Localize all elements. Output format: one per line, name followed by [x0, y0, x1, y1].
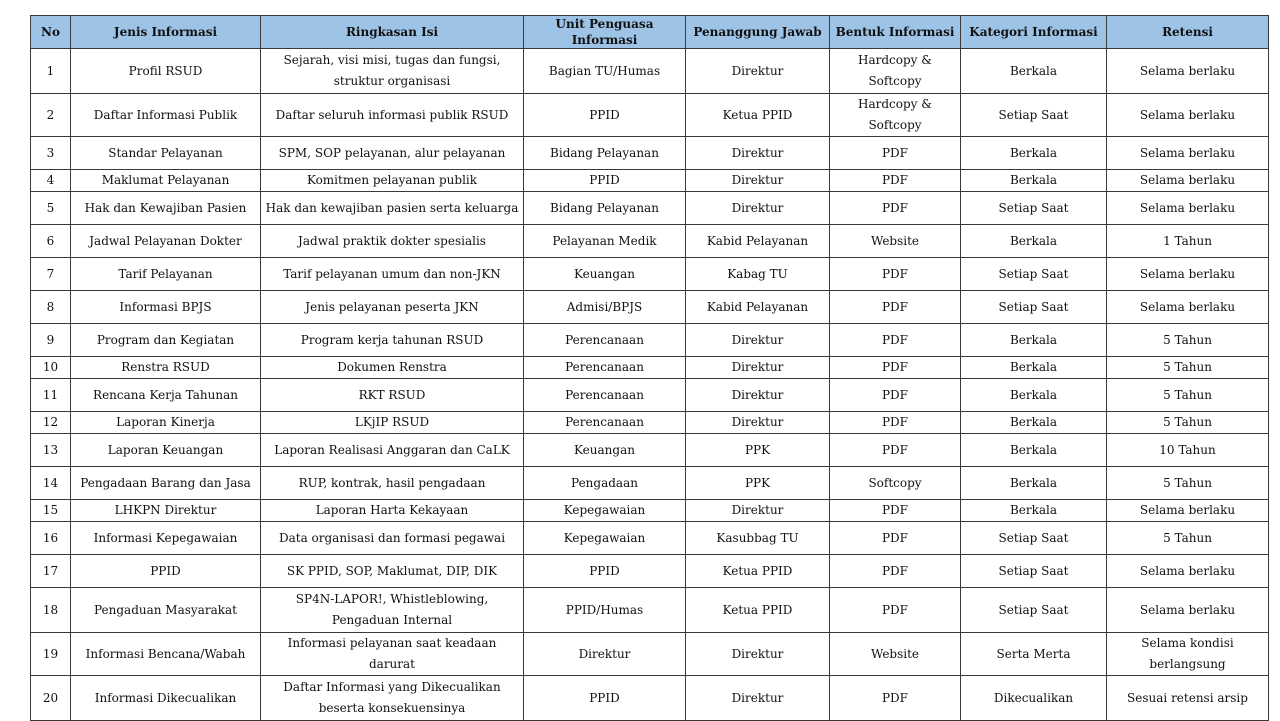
row-penanggung-cell: Direktur — [686, 500, 830, 522]
row-retensi-cell: Sesuai retensi arsip — [1107, 676, 1269, 721]
header-retensi: Retensi — [1107, 16, 1269, 49]
row-retensi-cell: 5 Tahun — [1107, 412, 1269, 434]
row-retensi-cell: Selama berlaku — [1107, 500, 1269, 522]
row-bentuk-cell: PDF — [830, 434, 961, 467]
header-jenis-informasi: Jenis Informasi — [71, 16, 261, 49]
row-retensi-cell: 5 Tahun — [1107, 379, 1269, 412]
row-penanggung-cell: Direktur — [686, 170, 830, 192]
row-kategori-cell: Berkala — [961, 49, 1107, 94]
row-jenis-cell: Tarif Pelayanan — [71, 258, 261, 291]
row-ringkasan-cell: Jenis pelayanan peserta JKN — [261, 291, 524, 324]
row-penanggung-cell: Kabid Pelayanan — [686, 291, 830, 324]
row-retensi-cell: Selama berlaku — [1107, 94, 1269, 137]
row-penanggung-cell: Kabag TU — [686, 258, 830, 291]
row-jenis-cell: Jadwal Pelayanan Dokter — [71, 225, 261, 258]
row-unit-cell: Pelayanan Medik — [524, 225, 686, 258]
row-ringkasan-cell: Data organisasi dan formasi pegawai — [261, 522, 524, 555]
row-penanggung-cell: Direktur — [686, 49, 830, 94]
row-jenis-cell: Informasi Dikecualikan — [71, 676, 261, 721]
header-penanggung-jawab: Penanggung Jawab — [686, 16, 830, 49]
table-row — [31, 522, 1269, 555]
row-penanggung-cell: Direktur — [686, 357, 830, 379]
row-bentuk-cell: PDF — [830, 137, 961, 170]
row-kategori-cell: Berkala — [961, 324, 1107, 357]
row-retensi-cell: 5 Tahun — [1107, 522, 1269, 555]
row-unit-cell: PPID — [524, 555, 686, 588]
row-no-cell: 7 — [31, 258, 71, 291]
row-bentuk-cell: Softcopy — [830, 467, 961, 500]
row-penanggung-cell: Direktur — [686, 412, 830, 434]
row-no-cell: 20 — [31, 676, 71, 721]
row-jenis-cell: Profil RSUD — [71, 49, 261, 94]
row-ringkasan-cell: Program kerja tahunan RSUD — [261, 324, 524, 357]
row-jenis-cell: PPID — [71, 555, 261, 588]
row-no-cell: 15 — [31, 500, 71, 522]
row-kategori-cell: Berkala — [961, 500, 1107, 522]
row-no-cell: 13 — [31, 434, 71, 467]
table-body — [31, 49, 1269, 721]
header-ringkasan-isi: Ringkasan Isi — [261, 16, 524, 49]
row-retensi-cell: 10 Tahun — [1107, 434, 1269, 467]
row-penanggung-cell: Direktur — [686, 192, 830, 225]
row-no-cell: 8 — [31, 291, 71, 324]
row-bentuk-cell: PDF — [830, 170, 961, 192]
row-bentuk-cell: Website — [830, 225, 961, 258]
row-unit-cell: PPID — [524, 170, 686, 192]
row-retensi-cell: Selama berlaku — [1107, 555, 1269, 588]
row-bentuk-cell: PDF — [830, 588, 961, 633]
row-unit-cell: Perencanaan — [524, 357, 686, 379]
row-kategori-cell: Setiap Saat — [961, 258, 1107, 291]
row-unit-cell: Pengadaan — [524, 467, 686, 500]
row-bentuk-cell: PDF — [830, 522, 961, 555]
row-ringkasan-cell: Sejarah, visi misi, tugas dan fungsi, struktur organisasi — [261, 49, 524, 94]
row-kategori-cell: Berkala — [961, 467, 1107, 500]
row-penanggung-cell: Ketua PPID — [686, 94, 830, 137]
row-retensi-cell: Selama berlaku — [1107, 49, 1269, 94]
row-no-cell: 4 — [31, 170, 71, 192]
header-unit-penguasa: Unit Penguasa Informasi — [524, 16, 686, 49]
table-row — [31, 555, 1269, 588]
row-bentuk-cell: Hardcopy & Softcopy — [830, 94, 961, 137]
row-jenis-cell: Informasi Bencana/Wabah — [71, 633, 261, 676]
row-penanggung-cell: PPK — [686, 434, 830, 467]
header-kategori-informasi: Kategori Informasi — [961, 16, 1107, 49]
row-jenis-cell: LHKPN Direktur — [71, 500, 261, 522]
row-retensi-cell: 1 Tahun — [1107, 225, 1269, 258]
row-jenis-cell: Pengaduan Masyarakat — [71, 588, 261, 633]
row-bentuk-cell: Website — [830, 633, 961, 676]
row-bentuk-cell: PDF — [830, 676, 961, 721]
table-row — [31, 357, 1269, 379]
table-row — [31, 676, 1269, 721]
row-kategori-cell: Setiap Saat — [961, 522, 1107, 555]
row-bentuk-cell: PDF — [830, 324, 961, 357]
row-unit-cell: Perencanaan — [524, 412, 686, 434]
row-unit-cell: Bagian TU/Humas — [524, 49, 686, 94]
row-jenis-cell: Pengadaan Barang dan Jasa — [71, 467, 261, 500]
row-no-cell: 9 — [31, 324, 71, 357]
table-row — [31, 291, 1269, 324]
row-kategori-cell: Dikecualikan — [961, 676, 1107, 721]
row-jenis-cell: Standar Pelayanan — [71, 137, 261, 170]
row-ringkasan-cell: SP4N-LAPOR!, Whistleblowing, Pengaduan Internal — [261, 588, 524, 633]
row-kategori-cell: Berkala — [961, 412, 1107, 434]
row-kategori-cell: Berkala — [961, 225, 1107, 258]
row-jenis-cell: Renstra RSUD — [71, 357, 261, 379]
row-ringkasan-cell: Laporan Realisasi Anggaran dan CaLK — [261, 434, 524, 467]
row-unit-cell: Perencanaan — [524, 379, 686, 412]
row-retensi-cell: Selama berlaku — [1107, 170, 1269, 192]
row-no-cell: 1 — [31, 49, 71, 94]
row-retensi-cell: 5 Tahun — [1107, 324, 1269, 357]
row-no-cell: 10 — [31, 357, 71, 379]
information-table — [30, 15, 1269, 721]
table-row — [31, 588, 1269, 633]
row-ringkasan-cell: SK PPID, SOP, Maklumat, DIP, DIK — [261, 555, 524, 588]
row-kategori-cell: Setiap Saat — [961, 291, 1107, 324]
table-row — [31, 633, 1269, 676]
row-ringkasan-cell: Tarif pelayanan umum dan non-JKN — [261, 258, 524, 291]
row-penanggung-cell: PPK — [686, 467, 830, 500]
row-ringkasan-cell: Dokumen Renstra — [261, 357, 524, 379]
row-ringkasan-cell: Hak dan kewajiban pasien serta keluarga — [261, 192, 524, 225]
row-no-cell: 2 — [31, 94, 71, 137]
row-penanggung-cell: Direktur — [686, 324, 830, 357]
row-kategori-cell: Serta Merta — [961, 633, 1107, 676]
row-ringkasan-cell: Daftar Informasi yang Dikecualikan beserta konsekuensinya — [261, 676, 524, 721]
row-bentuk-cell: PDF — [830, 291, 961, 324]
row-ringkasan-cell: Komitmen pelayanan publik — [261, 170, 524, 192]
row-unit-cell: Bidang Pelayanan — [524, 192, 686, 225]
row-jenis-cell: Maklumat Pelayanan — [71, 170, 261, 192]
row-no-cell: 11 — [31, 379, 71, 412]
row-unit-cell: Keuangan — [524, 258, 686, 291]
row-penanggung-cell: Ketua PPID — [686, 588, 830, 633]
row-penanggung-cell: Direktur — [686, 379, 830, 412]
row-penanggung-cell: Ketua PPID — [686, 555, 830, 588]
row-ringkasan-cell: RKT RSUD — [261, 379, 524, 412]
row-penanggung-cell: Direktur — [686, 676, 830, 721]
row-kategori-cell: Setiap Saat — [961, 192, 1107, 225]
row-unit-cell: Kepegawaian — [524, 522, 686, 555]
table-row — [31, 225, 1269, 258]
row-ringkasan-cell: Laporan Harta Kekayaan — [261, 500, 524, 522]
row-jenis-cell: Informasi BPJS — [71, 291, 261, 324]
row-bentuk-cell: Hardcopy & Softcopy — [830, 49, 961, 94]
row-unit-cell: Direktur — [524, 633, 686, 676]
row-ringkasan-cell: SPM, SOP pelayanan, alur pelayanan — [261, 137, 524, 170]
row-no-cell: 16 — [31, 522, 71, 555]
table-row — [31, 49, 1269, 94]
row-kategori-cell: Berkala — [961, 170, 1107, 192]
row-kategori-cell: Berkala — [961, 357, 1107, 379]
row-no-cell: 18 — [31, 588, 71, 633]
table-row — [31, 137, 1269, 170]
table-header-row — [31, 16, 1269, 49]
row-retensi-cell: Selama berlaku — [1107, 588, 1269, 633]
row-kategori-cell: Berkala — [961, 137, 1107, 170]
row-kategori-cell: Berkala — [961, 434, 1107, 467]
row-retensi-cell: 5 Tahun — [1107, 467, 1269, 500]
row-ringkasan-cell: RUP, kontrak, hasil pengadaan — [261, 467, 524, 500]
row-jenis-cell: Laporan Kinerja — [71, 412, 261, 434]
row-ringkasan-cell: Informasi pelayanan saat keadaan darurat — [261, 633, 524, 676]
row-unit-cell: Keuangan — [524, 434, 686, 467]
table-row — [31, 258, 1269, 291]
row-ringkasan-cell: LKjIP RSUD — [261, 412, 524, 434]
row-no-cell: 17 — [31, 555, 71, 588]
row-bentuk-cell: PDF — [830, 379, 961, 412]
row-penanggung-cell: Direktur — [686, 137, 830, 170]
row-retensi-cell: 5 Tahun — [1107, 357, 1269, 379]
header-no: No — [31, 16, 71, 49]
table-row — [31, 412, 1269, 434]
row-no-cell: 14 — [31, 467, 71, 500]
row-kategori-cell: Setiap Saat — [961, 555, 1107, 588]
header-bentuk-informasi: Bentuk Informasi — [830, 16, 961, 49]
row-jenis-cell: Program dan Kegiatan — [71, 324, 261, 357]
row-kategori-cell: Setiap Saat — [961, 588, 1107, 633]
row-jenis-cell: Rencana Kerja Tahunan — [71, 379, 261, 412]
row-retensi-cell: Selama berlaku — [1107, 137, 1269, 170]
row-bentuk-cell: PDF — [830, 258, 961, 291]
table-row — [31, 94, 1269, 137]
row-penanggung-cell: Direktur — [686, 633, 830, 676]
row-bentuk-cell: PDF — [830, 412, 961, 434]
row-no-cell: 19 — [31, 633, 71, 676]
row-retensi-cell: Selama berlaku — [1107, 291, 1269, 324]
table-row — [31, 379, 1269, 412]
table-row — [31, 500, 1269, 522]
row-kategori-cell: Berkala — [961, 379, 1107, 412]
row-unit-cell: Perencanaan — [524, 324, 686, 357]
row-unit-cell: PPID — [524, 94, 686, 137]
table-row — [31, 467, 1269, 500]
row-unit-cell: PPID/Humas — [524, 588, 686, 633]
row-bentuk-cell: PDF — [830, 192, 961, 225]
table-row — [31, 192, 1269, 225]
row-unit-cell: Admisi/BPJS — [524, 291, 686, 324]
row-kategori-cell: Setiap Saat — [961, 94, 1107, 137]
row-ringkasan-cell: Jadwal praktik dokter spesialis — [261, 225, 524, 258]
row-no-cell: 3 — [31, 137, 71, 170]
row-retensi-cell: Selama kondisi berlangsung — [1107, 633, 1269, 676]
row-no-cell: 5 — [31, 192, 71, 225]
row-penanggung-cell: Kabid Pelayanan — [686, 225, 830, 258]
row-bentuk-cell: PDF — [830, 555, 961, 588]
table-row — [31, 170, 1269, 192]
row-bentuk-cell: PDF — [830, 357, 961, 379]
row-penanggung-cell: Kasubbag TU — [686, 522, 830, 555]
row-jenis-cell: Laporan Keuangan — [71, 434, 261, 467]
row-unit-cell: PPID — [524, 676, 686, 721]
row-retensi-cell: Selama berlaku — [1107, 258, 1269, 291]
row-jenis-cell: Informasi Kepegawaian — [71, 522, 261, 555]
row-jenis-cell: Hak dan Kewajiban Pasien — [71, 192, 261, 225]
row-ringkasan-cell: Daftar seluruh informasi publik RSUD — [261, 94, 524, 137]
row-unit-cell: Kepegawaian — [524, 500, 686, 522]
row-retensi-cell: Selama berlaku — [1107, 192, 1269, 225]
row-bentuk-cell: PDF — [830, 500, 961, 522]
table-row — [31, 324, 1269, 357]
row-unit-cell: Bidang Pelayanan — [524, 137, 686, 170]
row-no-cell: 6 — [31, 225, 71, 258]
row-jenis-cell: Daftar Informasi Publik — [71, 94, 261, 137]
table-row — [31, 434, 1269, 467]
row-no-cell: 12 — [31, 412, 71, 434]
